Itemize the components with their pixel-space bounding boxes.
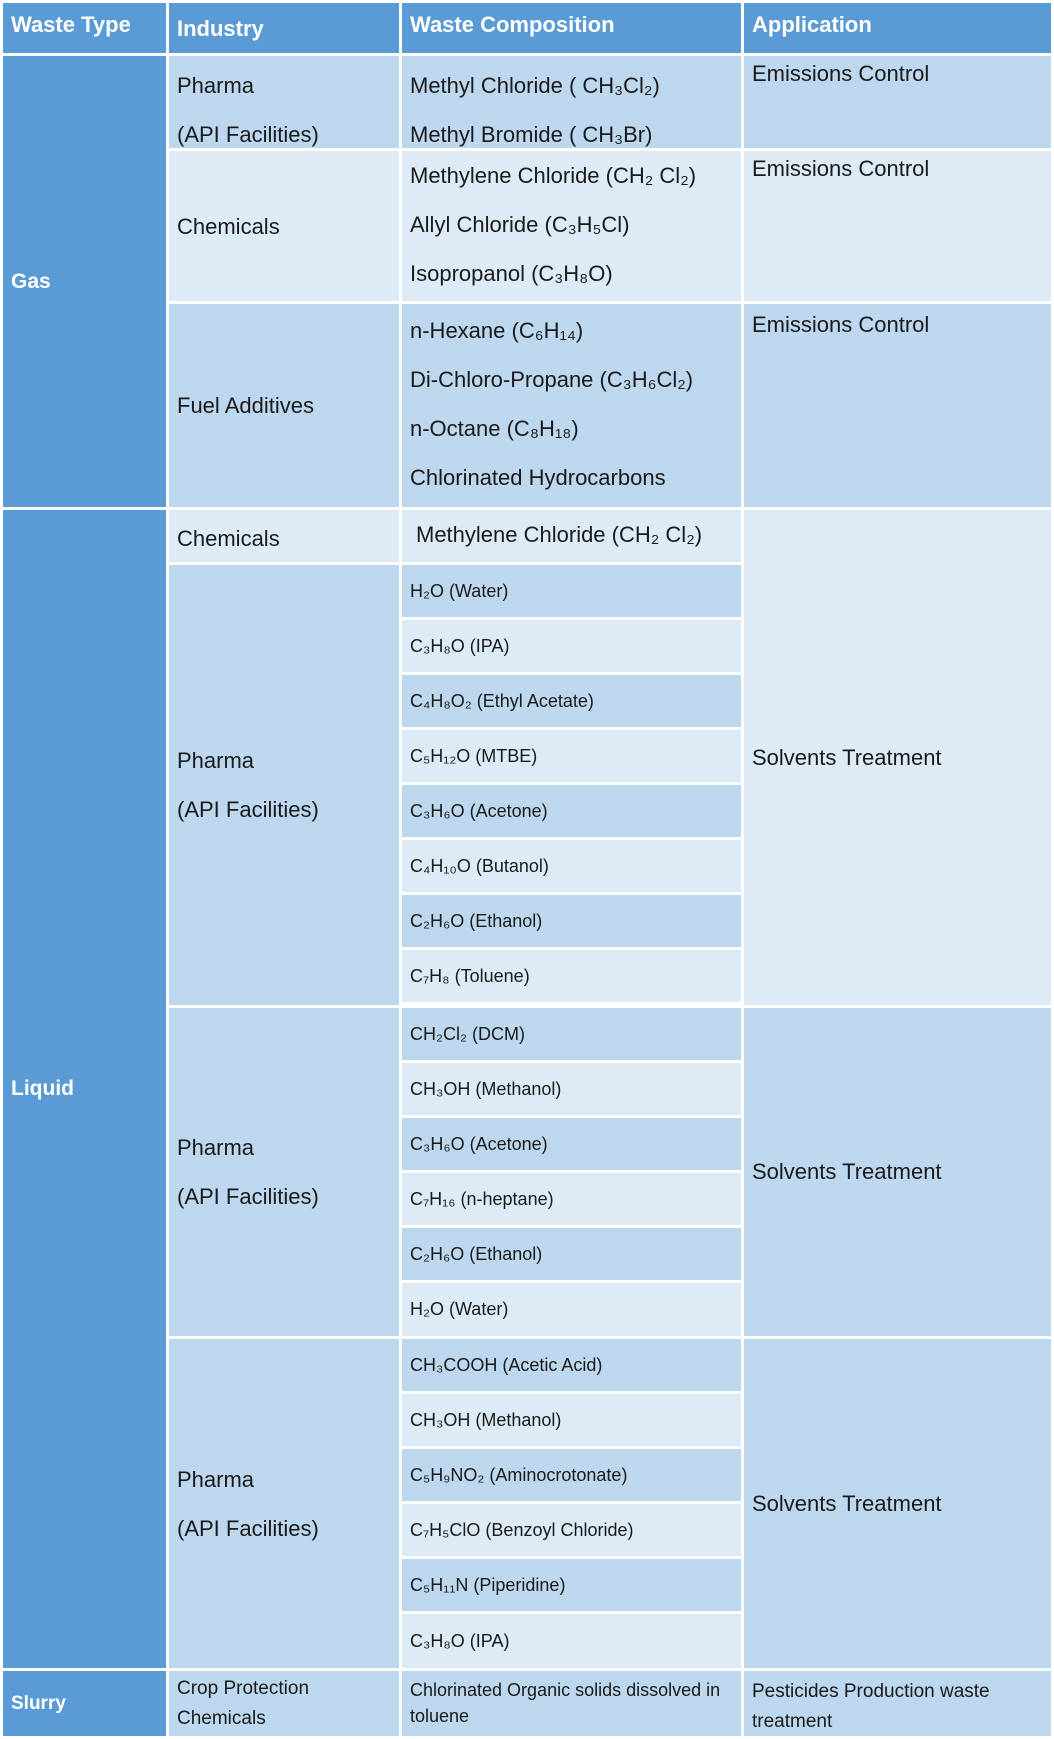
composition-subrow: C₇H₈ (Toluene) <box>402 950 741 1002</box>
composition-subrow: H₂O (Water) <box>402 1283 741 1336</box>
composition-line: Isopropanol (C₃H₈O) <box>410 261 613 286</box>
composition-line: n-Octane (C₈H₁₈) <box>410 416 579 441</box>
liquid-group-2-application <box>744 1008 1051 1336</box>
liquid-group-3-industry <box>169 1339 399 1668</box>
application-label: Solvents Treatment <box>752 1490 942 1516</box>
gas-row-3-application <box>744 304 1051 507</box>
waste-type-slurry <box>3 1671 166 1736</box>
composition-line: Chlorinated Hydrocarbons <box>410 465 666 490</box>
gas-row-3-composition <box>402 304 741 507</box>
industry-line: Pharma <box>177 73 255 98</box>
composition-subrow: C₃H₆O (Acetone) <box>402 785 741 837</box>
composition-subrow: C₄H₁₀O (Butanol) <box>402 840 741 892</box>
industry-line: Fuel Additives <box>177 393 314 418</box>
composition-subrow: C₇H₁₆ (n-heptane) <box>402 1173 741 1225</box>
composition-line: Methylene Chloride (CH₂ Cl₂) <box>416 522 703 547</box>
industry-line: Pharma <box>177 1466 255 1492</box>
header-application <box>744 3 1051 53</box>
gas-row-3-industry <box>169 304 399 507</box>
composition-line: Methylene Chloride (CH₂ Cl₂) <box>410 163 697 188</box>
industry-line: (API Facilities) <box>177 122 319 147</box>
gas-row-1-industry <box>169 56 399 148</box>
industry-line: (API Facilities) <box>177 1515 319 1541</box>
composition-subrow: CH₃COOH (Acetic Acid) <box>402 1339 741 1391</box>
composition-subrow: C₃H₆O (Acetone) <box>402 1118 741 1170</box>
application-label: Solvents Treatment <box>752 744 942 770</box>
application-line: treatment <box>752 1711 833 1732</box>
liquid-group-1-industry <box>169 565 399 1005</box>
slurry-composition <box>402 1671 741 1736</box>
composition-line: Di-Chloro-Propane (C₃H₆Cl₂) <box>410 367 694 392</box>
industry-line: Pharma <box>177 1135 255 1160</box>
composition-subrow: H₂O (Water) <box>402 565 741 617</box>
liquid-chemicals-industry <box>169 510 399 562</box>
header-waste-type <box>3 3 166 53</box>
header-waste-composition <box>402 3 741 53</box>
waste-type-slurry-label: Slurry <box>11 1692 66 1714</box>
application-label: Solvents Treatment <box>752 1159 942 1184</box>
gas-row-1-composition <box>402 56 741 148</box>
composition-line: Allyl Chloride (C₃H₅Cl) <box>410 212 630 237</box>
waste-type-liquid <box>3 510 166 1668</box>
composition-subrow: CH₃OH (Methanol) <box>402 1394 741 1446</box>
liquid-chemicals-composition <box>402 510 741 562</box>
waste-type-gas <box>3 56 166 507</box>
header-waste-type-label: Waste Type <box>11 12 131 37</box>
header-waste-composition-label: Waste Composition <box>410 12 615 37</box>
gas-row-2-application <box>744 151 1051 301</box>
header-industry-label: Industry <box>177 16 264 41</box>
composition-subrow: C₃H₈O (IPA) <box>402 1614 741 1668</box>
industry-line: Pharma <box>177 748 255 773</box>
composition-line: Methyl Bromide ( CH₃Br) <box>410 122 653 147</box>
application-label: Emissions Control <box>752 312 930 337</box>
composition-subrow: C₅H₁₂O (MTBE) <box>402 730 741 782</box>
header-industry <box>169 3 399 53</box>
liquid-group-3-application <box>744 1339 1051 1668</box>
composition-subrow: C₂H₆O (Ethanol) <box>402 1228 741 1280</box>
header-application-label: Application <box>752 12 872 37</box>
composition-subrow: C₅H₁₁N (Piperidine) <box>402 1559 741 1611</box>
industry-line: Crop Protection <box>177 1677 310 1699</box>
gas-row-2-composition <box>402 151 741 301</box>
application-label: Emissions Control <box>752 61 930 86</box>
slurry-application <box>744 1671 1051 1736</box>
liquid-group-2-industry <box>169 1008 399 1336</box>
waste-type-gas-label: Gas <box>11 269 51 293</box>
application-label: Emissions Control <box>752 156 930 181</box>
industry-line: Chemicals <box>177 213 280 239</box>
industry-line: (API Facilities) <box>177 1184 319 1209</box>
composition-subrow: CH₂Cl₂ (DCM) <box>402 1008 741 1060</box>
industry-line: Chemicals <box>177 1707 266 1729</box>
composition-subrow: C₅H₉NO₂ (Aminocrotonate) <box>402 1449 741 1501</box>
composition-subrow: CH₃OH (Methanol) <box>402 1063 741 1115</box>
gas-row-1-application <box>744 56 1051 148</box>
liquid-group-1-application <box>744 510 1051 1005</box>
composition-subrow: C₇H₅ClO (Benzoyl Chloride) <box>402 1504 741 1556</box>
waste-type-liquid-label: Liquid <box>11 1077 74 1100</box>
composition-subrow: C₂H₆O (Ethanol) <box>402 895 741 947</box>
composition-line: toluene <box>410 1706 470 1726</box>
application-line: Pesticides Production waste <box>752 1681 990 1702</box>
composition-subrow: C₄H₈O₂ (Ethyl Acetate) <box>402 675 741 727</box>
composition-line: Chlorinated Organic solids dissolved in <box>410 1680 721 1700</box>
slurry-industry <box>169 1671 399 1736</box>
composition-subrow: C₃H₈O (IPA) <box>402 620 741 672</box>
gas-row-2-industry <box>169 151 399 301</box>
industry-line: (API Facilities) <box>177 797 319 822</box>
composition-line: n-Hexane (C₆H₁₄) <box>410 318 584 343</box>
composition-line: Methyl Chloride ( CH₃Cl₂) <box>410 73 660 98</box>
industry-line: Chemicals <box>177 525 280 551</box>
